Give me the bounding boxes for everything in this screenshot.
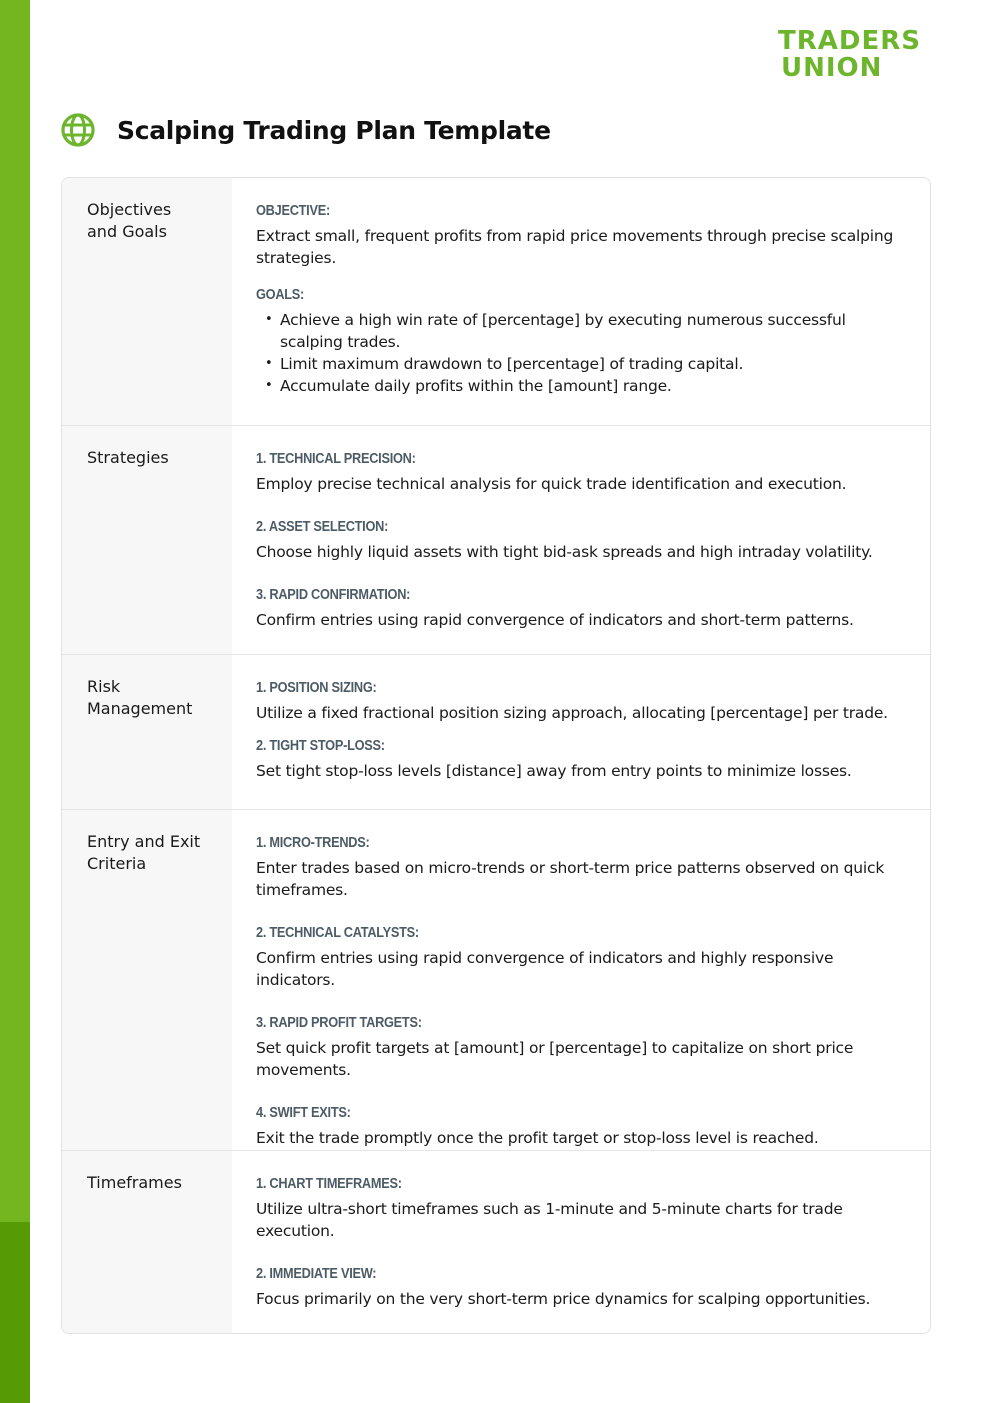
goals-heading: GOALS: [256, 287, 305, 303]
timeframe-item [256, 1266, 906, 1310]
traders-union-logo [778, 28, 933, 82]
row-content [232, 426, 930, 654]
row-objectives-goals [62, 178, 930, 425]
row-risk-management [62, 654, 930, 809]
item-text: Set quick profit targets at [amount] or [percentage] to capitalize on short price movements. [256, 1039, 854, 1079]
item-heading: 1. TECHNICAL PRECISION: [256, 451, 416, 467]
item-heading: 1. MICRO-TRENDS: [256, 835, 370, 851]
row-label: Strategies [62, 426, 232, 654]
criteria-item [256, 1015, 906, 1081]
row-content [232, 1151, 930, 1333]
row-entry-exit-criteria [62, 809, 930, 1150]
timeframe-item [256, 1176, 906, 1242]
criteria-item [256, 925, 906, 991]
criteria-item [256, 835, 906, 901]
strategy-item [256, 519, 906, 563]
item-text: Focus primarily on the very short-term price dynamics for scalping opportunities. [256, 1290, 871, 1308]
item-heading: 2. TECHNICAL CATALYSTS: [256, 925, 419, 941]
goal-item: • Achieve a high win rate of [percentage] by executing numerous successful scalping trades. [280, 309, 906, 353]
item-text: Enter trades based on micro-trends or short-term price patterns observed on quick timeframes. [256, 859, 885, 899]
row-label: Entry and Exit Criteria [62, 810, 232, 1150]
risk-item [256, 738, 906, 782]
goal-item: • Accumulate daily profits within the [amount] range. [280, 375, 906, 397]
item-heading: 1. CHART TIMEFRAMES: [256, 1176, 402, 1192]
strategy-item [256, 451, 906, 495]
goal-item: • Limit maximum drawdown to [percentage] of trading capital. [280, 353, 906, 375]
row-label: Timeframes [62, 1151, 232, 1333]
row-content [232, 655, 930, 809]
row-content [232, 178, 930, 425]
item-text: Exit the trade promptly once the profit target or stop-loss level is reached. [256, 1129, 819, 1147]
row-timeframes [62, 1150, 930, 1333]
item-heading: 2. TIGHT STOP-LOSS: [256, 738, 385, 754]
item-text: Set tight stop-loss levels [distance] away from entry points to minimize losses. [256, 762, 852, 780]
item-heading: 3. RAPID CONFIRMATION: [256, 587, 411, 603]
objective-heading: OBJECTIVE: [256, 203, 330, 219]
row-strategies [62, 425, 930, 654]
side-accent-bar-bottom [0, 1222, 30, 1403]
row-label: Risk Management [62, 655, 232, 809]
risk-item [256, 680, 906, 724]
item-text: Confirm entries using rapid convergence of indicators and highly responsive indicators. [256, 949, 834, 989]
item-heading: 2. IMMEDIATE VIEW: [256, 1266, 377, 1282]
item-text: Utilize a fixed fractional position sizing approach, allocating [percentage] per trade. [256, 704, 888, 722]
goals-list [256, 309, 906, 397]
criteria-item [256, 1105, 906, 1149]
item-text: Choose highly liquid assets with tight bid-ask spreads and high intraday volatility. [256, 543, 873, 561]
globe-icon [60, 112, 96, 148]
goals-block [256, 287, 906, 397]
item-heading: 1. POSITION SIZING: [256, 680, 377, 696]
row-content [232, 810, 930, 1150]
logo-line-2: UNION [781, 53, 883, 83]
side-accent-bar [0, 0, 30, 1222]
item-heading: 4. SWIFT EXITS: [256, 1105, 351, 1121]
objective-block [256, 203, 906, 269]
strategy-item [256, 587, 906, 631]
item-heading: 2. ASSET SELECTION: [256, 519, 389, 535]
item-heading: 3. RAPID PROFIT TARGETS: [256, 1015, 422, 1031]
row-label: Objectives and Goals [62, 178, 232, 425]
page-header [60, 112, 551, 148]
objective-text: Extract small, frequent profits from rapid price movements through precise scalping strategies. [256, 227, 894, 267]
logo-line-1: TRADERS [778, 26, 921, 56]
item-text: Confirm entries using rapid convergence of indicators and short-term patterns. [256, 611, 854, 629]
item-text: Employ precise technical analysis for quick trade identification and execution. [256, 475, 847, 493]
trading-plan-table [61, 177, 931, 1334]
item-text: Utilize ultra-short timeframes such as 1-minute and 5-minute charts for trade execution. [256, 1200, 843, 1240]
page-title: Scalping Trading Plan Template [117, 115, 551, 145]
